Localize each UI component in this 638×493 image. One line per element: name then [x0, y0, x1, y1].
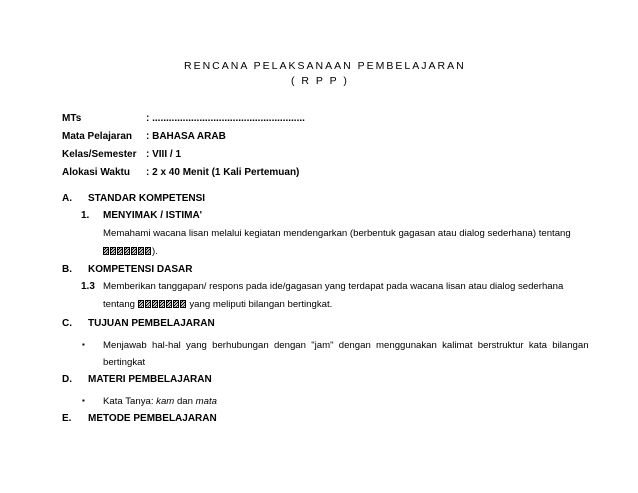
- bullet-icon: ▪: [82, 396, 85, 405]
- section-b-line2-prefix: tentang: [103, 299, 136, 310]
- info-value-mapel: : BAHASA ARAB: [146, 131, 226, 142]
- section-e-letter: E.: [62, 413, 72, 424]
- document-title: RENCANA PELAKSANAAN PEMBELAJARAN: [184, 60, 466, 72]
- section-d-item-term1: kam: [156, 396, 175, 407]
- section-c-letter: C.: [62, 318, 72, 329]
- missing-glyph-boxes: [138, 299, 187, 310]
- document-subtitle: ( R P P ): [291, 75, 349, 87]
- missing-glyph-boxes: [103, 246, 152, 257]
- section-e-heading: METODE PEMBELAJARAN: [88, 413, 217, 424]
- section-b-letter: B.: [62, 264, 72, 275]
- section-a-text-line2: [103, 246, 158, 257]
- info-value-mts: : .......................................................: [146, 113, 305, 124]
- section-d-letter: D.: [62, 374, 72, 385]
- section-d-item: [103, 396, 217, 407]
- info-label-kelas: Kelas/Semester: [62, 149, 137, 160]
- section-c-heading: TUJUAN PEMBELAJARAN: [88, 318, 215, 329]
- info-label-alokasi: Alokasi Waktu: [62, 167, 130, 178]
- info-value-alokasi: : 2 x 40 Menit (1 Kali Pertemuan): [146, 167, 300, 178]
- section-b-item-no: 1.3: [81, 281, 95, 292]
- section-a-item-no: 1.: [81, 210, 90, 221]
- section-c-text-line2: bertingkat: [103, 357, 146, 368]
- section-b-text-line1: Memberikan tanggapan/ respons pada ide/gagasan yang terdapat pada wacana lisan atau dialog sederhana: [103, 281, 564, 292]
- section-d-heading: MATERI PEMBELAJARAN: [88, 374, 212, 385]
- section-a-letter: A.: [62, 193, 72, 204]
- bullet-icon: ▪: [82, 340, 85, 349]
- section-a-item-title: MENYIMAK / ISTIMA': [103, 210, 203, 221]
- section-b-text-line2: [103, 299, 332, 310]
- section-a-line2-suffix: ).: [152, 246, 158, 257]
- section-d-item-prefix: Kata Tanya:: [103, 396, 157, 407]
- info-label-mapel: Mata Pelajaran: [62, 131, 133, 142]
- info-value-kelas: : VIII / 1: [146, 149, 182, 160]
- section-b-line2-suffix: yang meliputi bilangan bertingkat.: [189, 299, 333, 310]
- section-d-item-mid: dan: [174, 396, 196, 407]
- section-a-heading: STANDAR KOMPETENSI: [88, 193, 206, 204]
- section-d-item-term2: mata: [195, 396, 217, 407]
- info-label-mts: MTs: [62, 113, 82, 124]
- section-b-heading: KOMPETENSI DASAR: [88, 264, 193, 275]
- section-a-text-line1: Memahami wacana lisan melalui kegiatan mendengarkan (berbentuk gagasan atau dialog sederhana) tentang: [103, 228, 571, 239]
- section-c-text-line1: Menjawab hal-hal yang berhubungan dengan "jam" dengan menggunakan kalimat berstruktur kata bilangan: [103, 340, 589, 351]
